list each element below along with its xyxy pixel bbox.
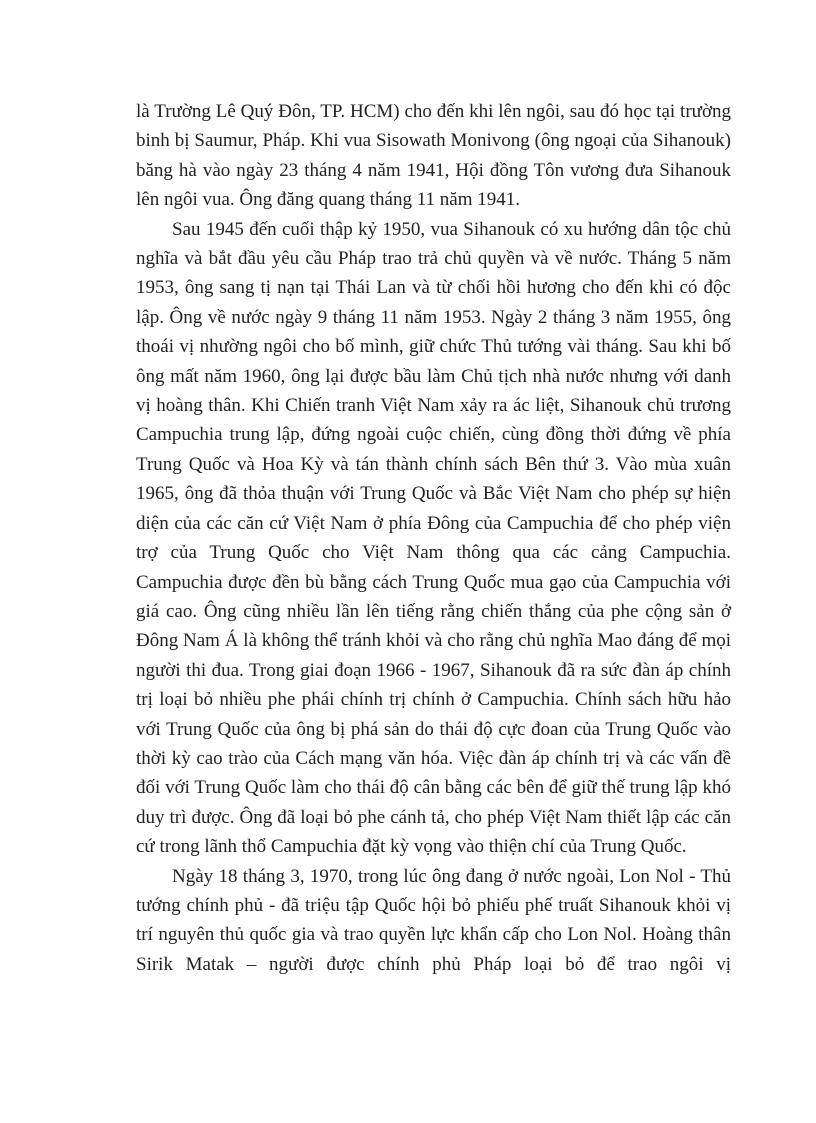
paragraph-2: Sau 1945 đến cuối thập kỷ 1950, vua Sihanouk có xu hướng dân tộc chủ nghĩa và bắt đầu yêu cầu Pháp trao trả chủ quyền và về nước. Tháng 5 năm 1953, ông sang tị nạn tại Thái Lan và từ chối hồi hương cho đến khi có độc lập. Ông về nước ngày 9 tháng 11 năm 1953. Ngày 2 tháng 3 năm 1955, ông thoái vị nhường ngôi cho bố mình, giữ chức Thủ tướng vài tháng. Sau khi bố ông mất năm 1960, ông lại được bầu làm Chủ tịch nhà nước nhưng với danh vị hoàng thân. Khi Chiến tranh Việt Nam xảy ra ác liệt, Sihanouk chủ trương Campuchia trung lập, đứng ngoài cuộc chiến, cùng đồng thời đứng về phía Trung Quốc và Hoa Kỳ và tán thành chính sách Bên thứ 3. Vào mùa xuân 1965, ông đã thỏa thuận với Trung Quốc và Bắc Việt Nam cho phép sự hiện diện của các căn cứ Việt Nam ở phía Đông của Campuchia để cho phép viện trợ của Trung Quốc cho Việt Nam thông qua các cảng Campuchia. Campuchia được đền bù bằng cách Trung Quốc mua gạo của Campuchia với giá cao. Ông cũng nhiều lần lên tiếng rằng chiến thắng của phe cộng sản ở Đông Nam Á là không thể tránh khỏi và cho rằng chủ nghĩa Mao đáng để mọi người thi đua. Trong giai đoạn 1966 - 1967, Sihanouk đã ra sức đàn áp chính trị loại bỏ nhiều phe phái chính trị chính ở Campuchia. Chính sách hữu hảo với Trung Quốc của ông bị phá sản do thái độ cực đoan của Trung Quốc vào thời kỳ cao trào của Cách mạng văn hóa. Việc đàn áp chính trị và các vấn đề đối với Trung Quốc làm cho thái độ cân bằng các bên để giữ thế trung lập khó duy trì được. Ông đã loại bỏ phe cánh tả, cho phép Việt Nam thiết lập các căn cứ trong lãnh thổ Campuchia đặt kỳ vọng vào thiện chí của Trung Quốc.	[136, 218, 731, 858]
paragraph-1: là Trường Lê Quý Đôn, TP. HCM) cho đến khi lên ngôi, sau đó học tại trường binh bị Saumur, Pháp. Khi vua Sisowath Monivong (ông ngoại của Sihanouk) băng hà vào ngày 23 tháng 4 năm 1941, Hội đồng Tôn vương đưa Sihanouk lên ngôi vua. Ông đăng quang tháng 11 năm 1941.	[136, 101, 731, 211]
paragraph-3: Ngày 18 tháng 3, 1970, trong lúc ông đang ở nước ngoài, Lon Nol - Thủ tướng chính phủ - đã triệu tập Quốc hội bỏ phiếu phế truất Sihanouk khỏi vị trí nguyên thủ quốc gia và trao quyền lực khẩn cấp cho Lon Nol. Hoàng thân Sirik Matak – người được chính phủ Pháp loại bỏ để trao ngôi vị	[136, 865, 731, 975]
document-body	[136, 97, 731, 979]
